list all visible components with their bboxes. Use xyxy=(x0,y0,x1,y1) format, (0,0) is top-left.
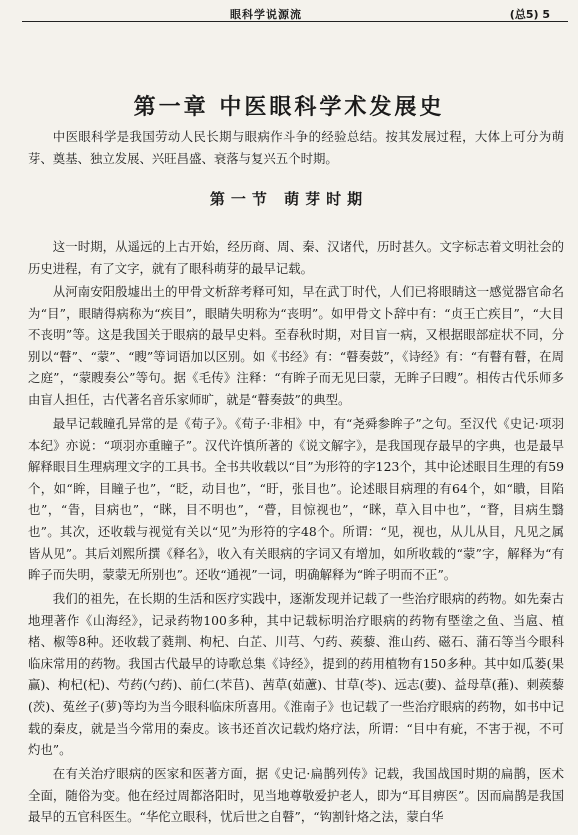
intro-paragraph: 中医眼科学是我国劳动人民长期与眼病作斗争的经验总结。按其发展过程，大体上可分为萌芽、奠基、独立发展、兴旺昌盛、衰落与复兴五个时期。 xyxy=(28,129,564,166)
header-rule xyxy=(22,21,568,22)
paragraph: 从河南安阳殷墟出土的甲骨文析辞考释可知，早在武丁时代，人们已将眼睛这一感觉器官命名为“目”，眼睛得病称为“疾目”，眼睛失明称为“丧明”。如甲骨文卜辞中有：“贞王亡疾目”，“大目不丧明”等。这是我国关于眼病的最早史料。至春秋时期，对目盲一病，又根据眼部症状不同，分别以“瞽”、“蒙”、“瞍”等词语加以区别。如《书经》有：“瞽奏鼓”，《诗经》有：“有瞽有瞽，在周之庭”，“蒙瞍奏公”等句。据《毛传》注释：“有眸子而无见曰蒙，无眸子曰瞍”。相传古代乐师多由盲人担任，古代著名音乐家师旷，就是“瞽奏鼓”的典型。 xyxy=(28,284,564,407)
paragraph: 我们的祖先，在长期的生活和医疗实践中，逐渐发现并记载了一些治疗眼病的药物。如先秦古地理著作《山海经》，记录药物100多种，其中记载标明治疗眼病的药物有塈塗之鱼、当扈、植楮、椒等8种。还收载了蕤荆、枸杞、白芷、川芎、勺药、蒺藜、淮山药、磁石、蒲石等当今眼科临床常用的药物。我国古代最早的诗歌总集《诗经》，提到的药用植物有150多种。其中如瓜蒌(果赢)、枸杞(杞)、芍药(勺药)、前仁(芣苢)、茜草(茹藘)、甘草(苓)、远志(葽)、益母草(蓷)、刺蒺藜(茨)、菟丝子(萝)等均为当今眼科临床所喜用。《淮南子》也记载了一些治疗眼病的药物，如书中记载的秦皮，就是当今常用的秦皮。该书还首次记载灼烙疗法，所谓：“目中有疵，不害于视，不可灼也”。 xyxy=(28,591,564,758)
paragraph: 在有关治疗眼病的医家和医著方面，据《史记·扁鹊列传》记载，我国战国时期的扁鹊，医术全面，随俗为变。他在经过周都洛阳时，见当地尊敬爱护老人，即为“耳目痹医”。因而扁鹊是我国最早的五官科医生。“华佗立眼科，忧后世之自瞽”，“钩割针烙之法，蒙白华 xyxy=(28,766,564,825)
page-number: (总5) 5 xyxy=(509,8,550,21)
running-header-title: 眼科学说源流 xyxy=(230,8,302,21)
paragraph: 最早记载瞳孔异常的是《荀子》。《荀子·非相》中，有“尧舜参眸子”之句。至汉代《史记·项羽本纪》亦说：“项羽亦重瞳子”。汉代许慎所著的《说文解字》，是我国现存最早的字典，也是最早解释眼目生理病理文字的工具书。全书共收载以“目”为形符的字123个，其中论述眼目生理的有59个，如“眸，目瞳子也”，“眨，动目也”，“盱，张目也”。论述眼目病理的有64个，如“瞶，目陷也”，“眚，目病也”，“眯，目不明也”，“瞢，目惊视也”，“眯，草入目中也”，“瞀，目病生翳也”。其次，还收载与视觉有关以“见”为形符的字48个。所谓：“见，视也，从儿从目，凡见之属皆从见”。其后刘熙所撰《释名》，收入有关眼病的字词又有增加，如所收载的“蒙”字，解释为“有眸子而失明，蒙蒙无所别也”。还收“通视”一词，明确解释为“眸子明而不正”。 xyxy=(28,416,564,583)
section-title: 第一节 萌芽时期 xyxy=(209,190,369,208)
running-header xyxy=(0,6,570,22)
chapter-title: 第一章 中医眼科学术发展史 xyxy=(133,94,445,120)
paragraph: 这一时期，从遥远的上古开始，经历商、周、秦、汉诸代，历时甚久。文字标志着文明社会的历史进程，有了文字，就有了眼科萌芽的最早记载。 xyxy=(28,239,564,276)
